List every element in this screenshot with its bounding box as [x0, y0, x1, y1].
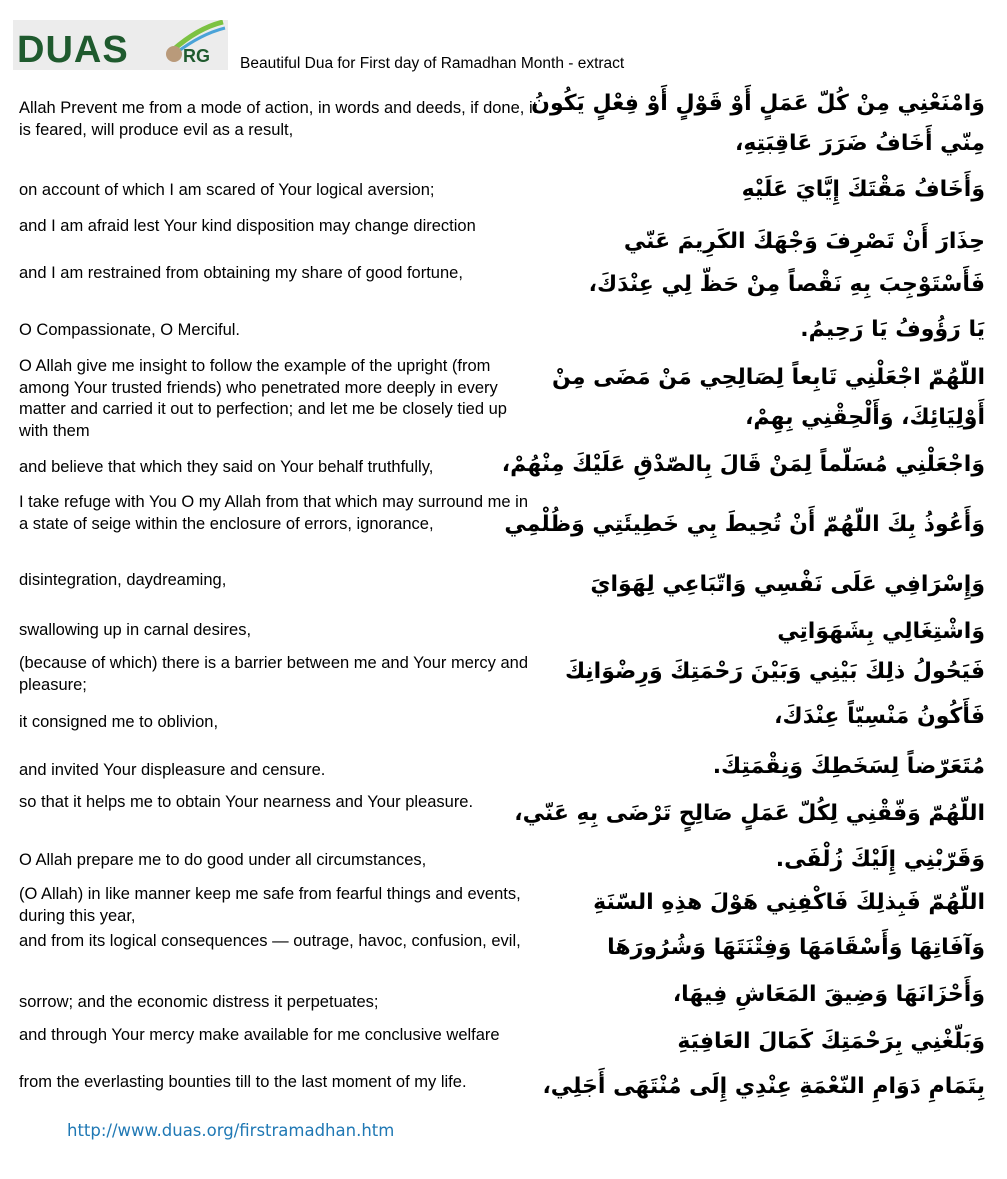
verse-translation: O Compassionate, O Merciful. [19, 321, 240, 339]
verse-arabic [515, 975, 985, 1015]
verse-translation: and I am afraid lest Your kind disposition may change direction [19, 217, 476, 235]
arabic-line: وَقَرّبْنِي إِلَيْكَ زُلْفَى. [775, 847, 985, 872]
arabic-line: اللّهُمّ فَبِذلِكَ فَاكْفِنِي هَوْلَ هذِهِ السّنَةِ [593, 890, 985, 915]
arabic-line: وَأَحْزَانَهَا وَضِيقَ المَعَاشِ فِيهَا، [672, 982, 985, 1007]
verse-translation: it consigned me to oblivion, [19, 713, 219, 731]
verse-arabic [515, 222, 985, 262]
arabic-line: أَوْلِيَائِكَ، وَأَلْحِقْنِي بِهِمْ، [745, 405, 985, 430]
verse-translation: so that it helps me to obtain Your nearness and Your pleasure. [19, 793, 474, 811]
logo-text: DUAS [17, 29, 129, 70]
arabic-line: حِذَارَ أَنْ تَصْرِفَ وَجْهَكَ الكَرِيمَ عَنّي [623, 229, 985, 254]
verse-arabic [515, 1022, 985, 1062]
page-title: Beautiful Dua for First day of Ramadhan Month - extract [240, 55, 625, 72]
logo-suffix: RG [183, 46, 210, 66]
arabic-line: فَأَكُونُ مَنْسِيّاً عِنْدَكَ، [774, 704, 985, 729]
duas-org-logo[interactable] [13, 20, 228, 70]
verse-translation: O Allah prepare me to do good under all circumstances, [19, 851, 427, 869]
verse-arabic [515, 358, 985, 438]
arabic-line: وَاشْتِغَالِي بِشَهَوَاتِي [777, 619, 985, 644]
verse-translation: O Allah give me insight to follow the example of the upright (from among Your trusted friends) who penetrated more deeply in every matter and carried it out to perfection; and let me be closely tied up with them [19, 357, 507, 440]
globe-icon [166, 46, 182, 62]
verse-translation: and from its logical consequences — outrage, havoc, confusion, evil, [19, 932, 521, 950]
verse-translation: disintegration, daydreaming, [19, 571, 227, 589]
verse-translation: I take refuge with You O my Allah from that which may surround me in a state of seige within the enclosure of errors, ignorance, [19, 493, 528, 533]
verse-arabic [515, 265, 985, 305]
verse-arabic [515, 697, 985, 737]
arabic-line: وَامْنَعْنِي مِنْ كُلّ عَمَلٍ أَوْ قَوْلٍ أَوْ فِعْلٍ يَكُونُ [531, 91, 985, 116]
verse-translation: swallowing up in carnal desires, [19, 621, 252, 639]
arabic-line: مِنّي أَخَافُ ضَرَرَ عَاقِبَتِهِ، [734, 131, 985, 156]
verse-translation: on account of which I am scared of Your logical aversion; [19, 181, 435, 199]
verse-translation: and believe that which they said on Your behalf truthfully, [19, 458, 434, 476]
arabic-line: بِتَمَامِ دَوَامِ النّعْمَةِ عِنْدِي إِلَى مُنْتَهَى أَجَلِي، [542, 1074, 985, 1099]
verse-arabic [515, 612, 985, 652]
verse-translation: (because of which) there is a barrier between me and Your mercy and pleasure; [19, 654, 529, 694]
verse-translation: (O Allah) in like manner keep me safe from fearful things and events, during this year, [19, 885, 521, 925]
verse-arabic [515, 1067, 985, 1107]
verse-arabic [515, 840, 985, 880]
arabic-line: اللّهُمّ اجْعَلْنِي تَابِعاً لِصَالِحِي مَنْ مَضَى مِنْ [552, 365, 985, 390]
arabic-line: مُتَعَرّضاً لِسَخَطِكَ وَنِقْمَتِكَ. [712, 754, 985, 779]
arabic-line: فَأَسْتَوْجِبَ بِهِ نَقْصاً مِنْ حَظّ لِي عِنْدَكَ، [588, 272, 985, 297]
arabic-line: فَيَحُولُ ذلِكَ بَيْنِي وَبَيْنَ رَحْمَتِكَ وَرِضْوَانِكَ [564, 659, 985, 684]
verse-arabic [515, 794, 985, 834]
arabic-line: وَإِسْرَافِي عَلَى نَفْسِي وَاتّبَاعِي لِهَوَايَ [590, 572, 985, 597]
verse-arabic [515, 84, 985, 164]
verse-arabic [515, 170, 985, 210]
verse-arabic [504, 505, 985, 545]
verse-arabic [515, 310, 985, 350]
verse-translation: and I am restrained from obtaining my share of good fortune, [19, 264, 463, 282]
arabic-line: وَاجْعَلْنِي مُسَلّماً لِمَنْ قَالَ بِالصّدْقِ عَلَيْكَ مِنْهُمْ، [501, 452, 985, 477]
verse-arabic [515, 652, 985, 692]
arabic-line: وَبَلّغْنِي بِرَحْمَتِكَ كَمَالَ العَافِيَةِ [677, 1029, 985, 1054]
arabic-line: وَأَعُوذُ بِكَ اللّهُمّ أَنْ تُحِيطَ بِي خَطِيئَتِي وَظُلْمِي [504, 512, 985, 537]
source-link[interactable]: http://www.duas.org/firstramadhan.htm [67, 1121, 395, 1140]
verse-translation: sorrow; and the economic distress it perpetuates; [19, 993, 379, 1011]
logo-graphic [13, 20, 228, 70]
verse-translation: and invited Your displeasure and censure. [19, 761, 326, 779]
verse-arabic [515, 747, 985, 787]
arabic-line: وَأَخَافُ مَقْتَكَ إِيَّايَ عَلَيْهِ [741, 177, 985, 202]
arabic-line: يَا رَؤُوفُ يَا رَحِيمُ. [800, 317, 985, 342]
verse-arabic [501, 445, 985, 485]
verse-arabic [515, 565, 985, 605]
verse-translation: Allah Prevent me from a mode of action, in words and deeds, if done, it is feared, will produce evil as a result, [19, 99, 538, 139]
verse-translation: and through Your mercy make available for me conclusive welfare [19, 1026, 500, 1044]
verse-arabic [515, 883, 985, 923]
verse-arabic [515, 928, 985, 968]
verse-translation: from the everlasting bounties till to the last moment of my life. [19, 1073, 467, 1091]
arabic-line: اللّهُمّ وَفّقْنِي لِكُلّ عَمَلٍ صَالِحٍ تَرْضَى بِهِ عَنّي، [514, 801, 985, 826]
arabic-line: وَآفَاتِهَا وَأَسْقَامَهَا وَفِتْنَتَهَا وَشُرُورَهَا [607, 935, 985, 960]
